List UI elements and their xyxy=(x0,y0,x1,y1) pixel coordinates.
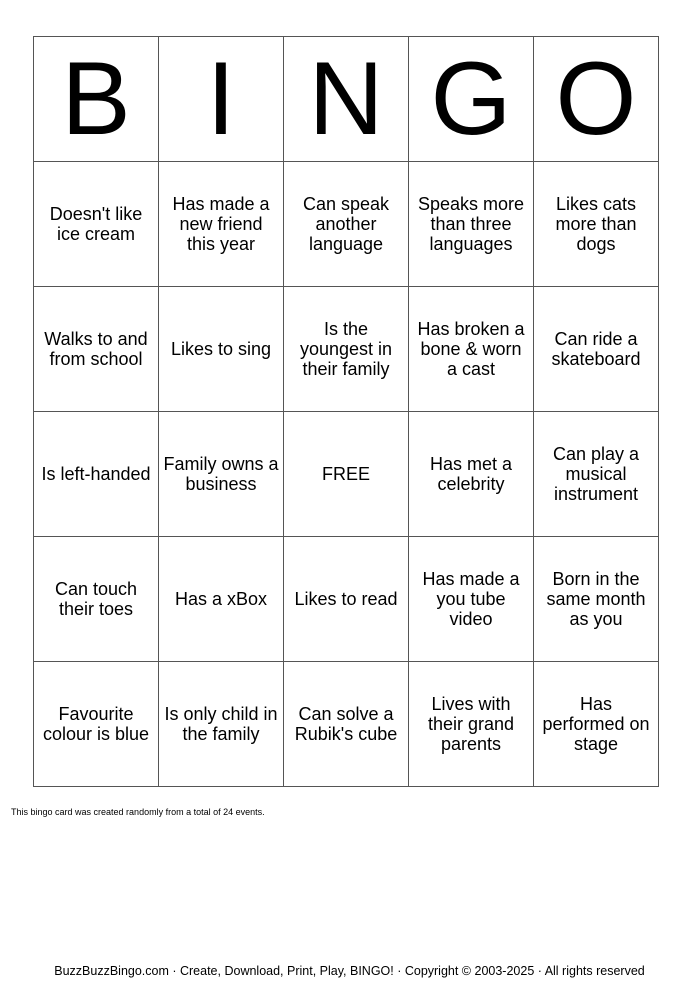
bingo-cell: Can play a musical instrument xyxy=(534,412,659,537)
bingo-cell: Has made a you tube video xyxy=(409,537,534,662)
free-space-cell: FREE xyxy=(284,412,409,537)
card-generation-note: This bingo card was created randomly from a total of 24 events. xyxy=(11,807,265,817)
bingo-cell: Has met a celebrity xyxy=(409,412,534,537)
bingo-row xyxy=(34,287,659,412)
bingo-card xyxy=(33,36,659,787)
bingo-cell: Doesn't like ice cream xyxy=(34,162,159,287)
bingo-cell: Likes cats more than dogs xyxy=(534,162,659,287)
bingo-cell: Favourite colour is blue xyxy=(34,662,159,787)
header-letter-o: O xyxy=(534,37,659,162)
bingo-cell: Is left-handed xyxy=(34,412,159,537)
bingo-cell: Has a xBox xyxy=(159,537,284,662)
header-letter-n: N xyxy=(284,37,409,162)
bingo-cell: Has performed on stage xyxy=(534,662,659,787)
bingo-row xyxy=(34,162,659,287)
bingo-row xyxy=(34,537,659,662)
bingo-cell: Likes to sing xyxy=(159,287,284,412)
header-letter-i: I xyxy=(159,37,284,162)
bingo-cell: Has made a new friend this year xyxy=(159,162,284,287)
bingo-cell: Can solve a Rubik's cube xyxy=(284,662,409,787)
header-letter-g: G xyxy=(409,37,534,162)
header-letter-b: B xyxy=(34,37,159,162)
bingo-cell: Lives with their grand parents xyxy=(409,662,534,787)
bingo-cell: Family owns a business xyxy=(159,412,284,537)
bingo-cell: Has broken a bone & worn a cast xyxy=(409,287,534,412)
bingo-row xyxy=(34,662,659,787)
page-footer: BuzzBuzzBingo.com · Create, Download, Print, Play, BINGO! · Copyright © 2003-2025 · All rights reserved xyxy=(54,964,645,978)
bingo-row xyxy=(34,412,659,537)
bingo-cell: Can speak another language xyxy=(284,162,409,287)
bingo-cell: Is the youngest in their family xyxy=(284,287,409,412)
bingo-cell: Is only child in the family xyxy=(159,662,284,787)
bingo-cell: Born in the same month as you xyxy=(534,537,659,662)
bingo-cell: Walks to and from school xyxy=(34,287,159,412)
bingo-header-row xyxy=(34,37,659,162)
bingo-cell: Can ride a skateboard xyxy=(534,287,659,412)
bingo-cell: Speaks more than three languages xyxy=(409,162,534,287)
bingo-cell: Can touch their toes xyxy=(34,537,159,662)
bingo-cell: Likes to read xyxy=(284,537,409,662)
